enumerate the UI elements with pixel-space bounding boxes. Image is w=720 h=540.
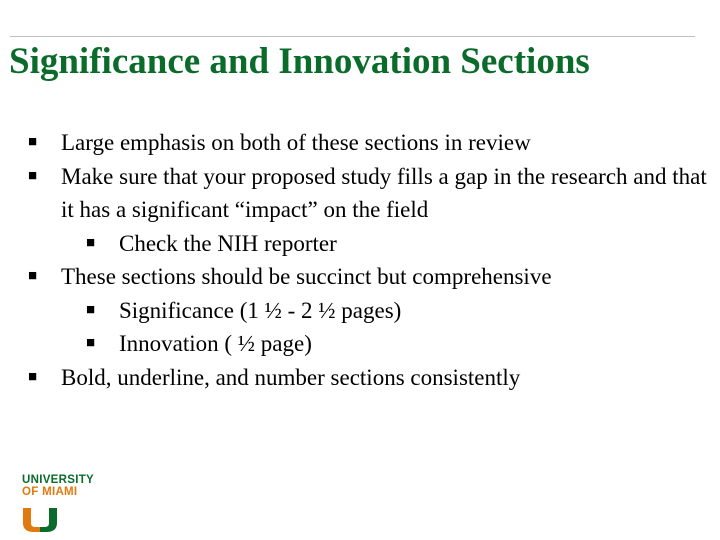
bullet-text: Make sure that your proposed study fills a gap in the research and that it has a significant “impact” on the field (61, 163, 707, 222)
logo-text-of-miami: OF MIAMI (22, 486, 78, 498)
bullet-square-icon: ■ (86, 301, 96, 318)
logo-text-university: UNIVERSITY (22, 474, 95, 486)
bullet-text: Check the NIH reporter (119, 230, 337, 256)
bullet-square-icon: ■ (86, 234, 96, 251)
slide-title: Significance and Innovation Sections (9, 41, 590, 82)
bullet-item (22, 126, 712, 160)
bullet-item (22, 260, 712, 294)
bullet-square-icon: ■ (28, 134, 38, 150)
university-logo (22, 474, 112, 534)
bullet-text: Bold, underline, and number sections consistently (61, 364, 521, 390)
sub-bullet-item (22, 294, 712, 328)
title-divider (10, 36, 695, 37)
sub-bullet-item (22, 227, 712, 261)
bullet-item (22, 361, 712, 395)
bullet-square-icon: ■ (28, 167, 38, 184)
bullet-square-icon: ■ (86, 335, 96, 351)
university-of-miami-u-icon (22, 506, 58, 532)
bullet-text: Significance (1 ½ - 2 ½ pages) (119, 297, 402, 323)
bullet-text: These sections should be succinct but comprehensive (61, 264, 552, 289)
bullet-square-icon: ■ (28, 368, 38, 385)
bullet-list (22, 126, 712, 394)
bullet-square-icon: ■ (28, 268, 38, 284)
bullet-text: Large emphasis on both of these sections in review (61, 130, 531, 155)
sub-bullet-item (22, 327, 712, 361)
bullet-item (22, 160, 712, 227)
bullet-text: Innovation ( ½ page) (119, 331, 312, 356)
